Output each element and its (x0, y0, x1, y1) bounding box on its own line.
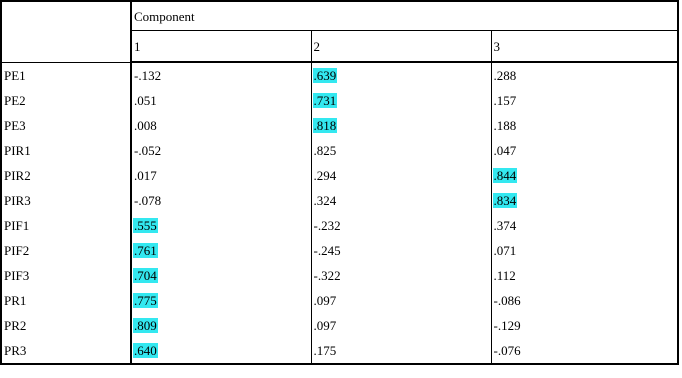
loading-cell (491, 338, 678, 364)
table-row (1, 62, 678, 88)
loading-cell (131, 188, 311, 213)
loading-value: -.086 (493, 293, 521, 308)
row-label: PR1 (4, 293, 27, 308)
loading-cell (131, 62, 311, 88)
table-row (1, 338, 678, 364)
component-group-header (131, 1, 678, 31)
loading-cell (491, 188, 678, 213)
row-label: PR2 (4, 318, 27, 333)
row-label: PIF3 (4, 268, 30, 283)
loading-value: -.129 (493, 318, 521, 333)
loading-cell (311, 313, 491, 338)
table-row (1, 263, 678, 288)
component-group-header-text: Component (134, 8, 195, 24)
loading-value: -.322 (313, 268, 341, 283)
loading-cell (131, 288, 311, 313)
loading-value: .071 (493, 243, 517, 258)
row-label-cell (1, 163, 131, 188)
row-label: PE3 (4, 118, 26, 133)
highlighted-loading-value: .775 (134, 293, 157, 308)
table-row (1, 313, 678, 338)
row-label-cell (1, 62, 131, 88)
table-row (1, 213, 678, 238)
header-corner-cell (1, 1, 131, 62)
loading-value: .288 (493, 68, 517, 83)
loading-cell (131, 163, 311, 188)
loading-value: .008 (134, 118, 157, 133)
loading-cell (311, 188, 491, 213)
row-label-cell (1, 313, 131, 338)
highlighted-loading-value: .834 (493, 193, 517, 208)
loading-cell (491, 113, 678, 138)
loading-cell (311, 213, 491, 238)
row-label: PIF1 (4, 218, 30, 233)
loading-cell (131, 113, 311, 138)
component-number-header (131, 31, 311, 63)
table-row (1, 88, 678, 113)
table-row (1, 163, 678, 188)
loading-cell (491, 138, 678, 163)
row-label: PE1 (4, 67, 26, 83)
component-number-3: 3 (493, 38, 500, 54)
row-label: PR3 (4, 343, 27, 358)
row-label: PE2 (4, 93, 26, 108)
loading-value: -.232 (313, 218, 341, 233)
row-label-cell (1, 88, 131, 113)
row-label-cell (1, 188, 131, 213)
loading-value: .097 (313, 293, 337, 308)
loading-cell (311, 62, 491, 88)
loading-value: -.132 (134, 68, 162, 83)
loading-value: .374 (493, 218, 517, 233)
loading-cell (311, 338, 491, 364)
table-row (1, 138, 678, 163)
loading-value: .157 (493, 93, 517, 108)
loading-cell (491, 213, 678, 238)
row-label-cell (1, 113, 131, 138)
loading-value: .175 (313, 343, 337, 358)
loading-cell (311, 163, 491, 188)
table-row (1, 113, 678, 138)
row-label-cell (1, 213, 131, 238)
loading-cell (491, 313, 678, 338)
loading-cell (491, 62, 678, 88)
loading-value: .188 (493, 118, 517, 133)
loading-cell (491, 88, 678, 113)
row-label-cell (1, 138, 131, 163)
loading-value: -.052 (134, 143, 162, 158)
highlighted-loading-value: .704 (134, 268, 157, 283)
loading-cell (131, 338, 311, 364)
loading-value: .825 (313, 143, 337, 158)
loading-value: -.076 (493, 343, 521, 358)
row-label-cell (1, 338, 131, 364)
highlighted-loading-value: .818 (313, 118, 337, 133)
loading-cell (311, 288, 491, 313)
table-row (1, 188, 678, 213)
row-label-cell (1, 263, 131, 288)
loading-value: -.245 (313, 243, 341, 258)
component-number-2: 2 (313, 38, 320, 54)
highlighted-loading-value: .639 (313, 68, 337, 83)
loading-cell (491, 263, 678, 288)
highlighted-loading-value: .809 (134, 318, 157, 333)
loading-cell (131, 213, 311, 238)
loading-value: .324 (313, 193, 337, 208)
loading-cell (131, 238, 311, 263)
loading-cell (311, 88, 491, 113)
component-number-header (311, 31, 491, 63)
header-group-row (1, 1, 678, 31)
loading-value: .097 (313, 318, 337, 333)
loading-cell (491, 163, 678, 188)
loading-value: .112 (493, 268, 516, 283)
loading-cell (311, 238, 491, 263)
loading-value: .294 (313, 168, 337, 183)
highlighted-loading-value: .731 (313, 93, 337, 108)
highlighted-loading-value: .761 (134, 243, 157, 258)
loading-value: -.078 (134, 193, 162, 208)
component-number-1: 1 (134, 38, 141, 54)
row-label: PIR2 (4, 168, 31, 183)
loading-cell (491, 238, 678, 263)
table-row (1, 288, 678, 313)
loading-value: .047 (493, 143, 517, 158)
loading-value: .017 (134, 168, 157, 183)
loading-cell (311, 138, 491, 163)
matrix-body (1, 1, 678, 364)
loading-cell (131, 138, 311, 163)
loading-cell (131, 263, 311, 288)
row-label: PIR1 (4, 143, 31, 158)
loading-cell (131, 88, 311, 113)
highlighted-loading-value: .844 (493, 168, 517, 183)
loading-cell (311, 113, 491, 138)
highlighted-loading-value: .555 (134, 218, 157, 233)
highlighted-loading-value: .640 (134, 343, 157, 358)
row-label-cell (1, 238, 131, 263)
loading-value: .051 (134, 93, 157, 108)
loading-cell (491, 288, 678, 313)
row-label-cell (1, 288, 131, 313)
loading-cell (131, 313, 311, 338)
loading-cell (311, 263, 491, 288)
row-label: PIF2 (4, 243, 30, 258)
row-label: PIR3 (4, 193, 31, 208)
table-row (1, 238, 678, 263)
component-number-header (491, 31, 678, 63)
